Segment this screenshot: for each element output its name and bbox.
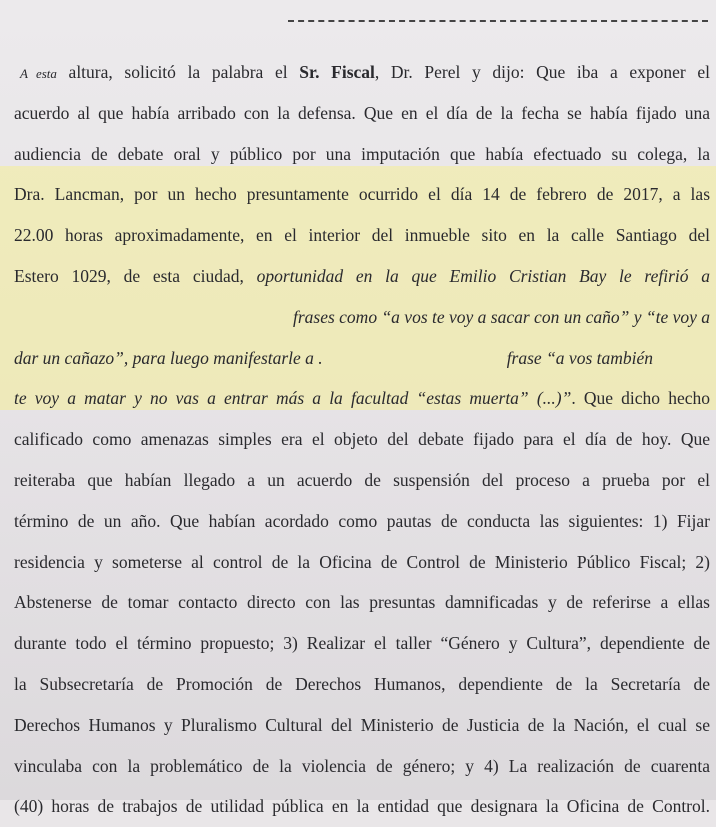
text-line-8: dar un cañazo”, para luego manifestarle a . frase “a vos también: [14, 347, 654, 368]
text-line-1: A esta altura, solicitó la palabra el Sr. Fiscal, Dr. Perel y dijo: Que iba a exponer el: [20, 62, 710, 82]
text-line-5: 22.00 horas aproximadamente, en el interior del inmueble sito en la calle Santiago del: [14, 225, 710, 246]
text-line-14: Abstenerse de tomar contacto directo con las presuntas damnificadas y de referirse a ellas: [14, 592, 710, 613]
text-line-19: (40) horas de trabajos de utilidad pública en la entidad que designara la Oficina de Control.: [14, 796, 710, 817]
text-line-12: término de un año. Que habían acordado como pautas de conducta las siguientes: 1) Fijar: [14, 510, 710, 531]
text-line-9: te voy a matar y no vas a entrar más a la facultad “estas muerta” (...)”. Que dicho hecho: [14, 388, 710, 409]
text-line-2: acuerdo al que había arribado con la defensa. Que en el día de la fecha se había fijado una: [14, 102, 710, 123]
text-line-11: reiteraba que habían llegado a un acuerdo de suspensión del proceso a prueba por el: [14, 469, 710, 490]
dashed-rule: [288, 20, 708, 22]
text-line-6: Estero 1029, de esta ciudad, oportunidad en la que Emilio Cristian Bay le refirió a: [14, 265, 710, 286]
document-paragraph: [14, 52, 710, 827]
text-line-10: calificado como amenazas simples era el objeto del debate fijado para el día de hoy. Que: [14, 429, 710, 450]
text-line-13: residencia y someterse al control de la Oficina de Control de Ministerio Público Fiscal; 2): [14, 551, 710, 572]
text-line-17: Derechos Humanos y Pluralismo Cultural del Ministerio de Justicia de la Nación, el cual se: [14, 714, 710, 735]
text-line-15: durante todo el término propuesto; 3) Realizar el taller “Género y Cultura”, dependiente de: [14, 633, 710, 654]
text-line-3: audiencia de debate oral y público por una imputación que había efectuado su colega, la: [14, 143, 710, 164]
text-line-4: Dra. Lancman, por un hecho presuntamente ocurrido el día 14 de febrero de 2017, a las: [14, 184, 710, 205]
text-line-7: frases como “a vos te voy a sacar con un caño” y “te voy a: [292, 306, 710, 327]
text-line-16: la Subsecretaría de Promoción de Derechos Humanos, dependiente de la Secretaría de: [14, 673, 710, 694]
text-line-18: vinculaba con la problemático de la violencia de género; y 4) La realización de cuarenta: [14, 755, 710, 776]
